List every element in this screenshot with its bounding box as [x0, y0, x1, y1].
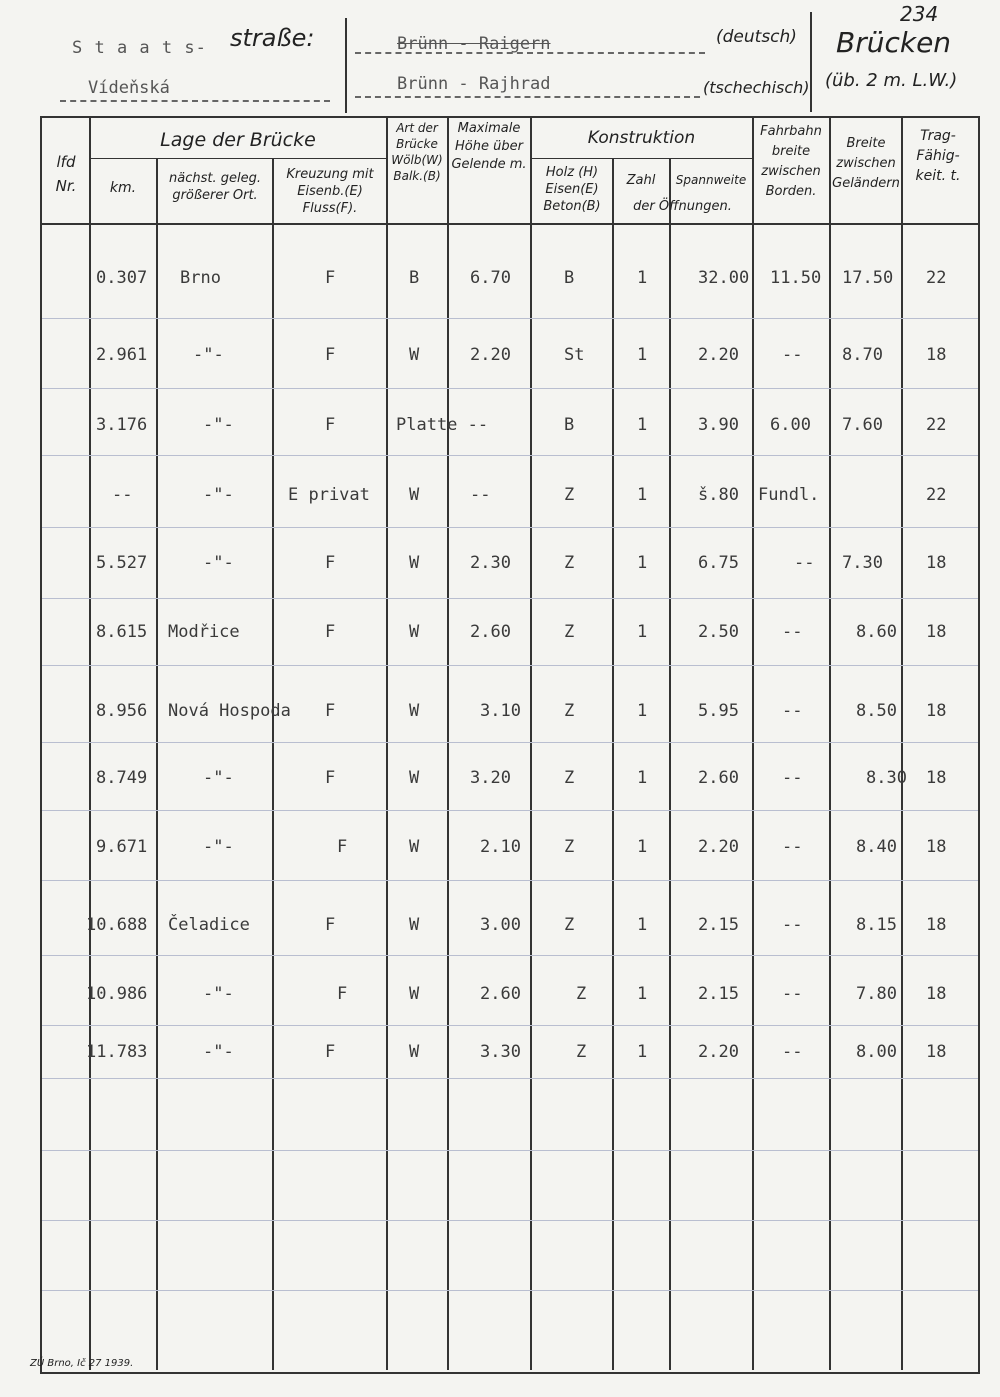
cell-trag: 18	[926, 915, 947, 935]
cell-zahl: 1	[637, 1042, 648, 1062]
row-rule	[42, 665, 978, 666]
cell-km: 11.783	[86, 1042, 148, 1062]
row-rule	[42, 1078, 978, 1079]
cell-art: W	[409, 768, 420, 788]
header-zahl: Zahl	[626, 173, 656, 188]
cell-spannweite: 2.50	[698, 622, 739, 642]
cell-km: 8.615	[96, 622, 148, 642]
lage-subrule	[90, 158, 386, 159]
cell-kreuzung: F	[325, 268, 336, 288]
cell-hoehe: 3.10	[480, 701, 521, 721]
route-czech: Brünn - Rajhrad	[397, 74, 551, 94]
header-kreuzung: Kreuzung mit Eisenb.(E) Fluss(F).	[286, 167, 374, 216]
cell-spannweite: 32.00	[698, 268, 750, 288]
cell-spannweite: 2.20	[698, 345, 739, 365]
cell-spannweite: 2.15	[698, 915, 739, 935]
cell-material: Z	[564, 837, 575, 857]
cell-breite: 8.60	[856, 622, 897, 642]
cell-zahl: 1	[637, 553, 648, 573]
cell-spannweite: 2.60	[698, 768, 739, 788]
row-rule	[42, 1025, 978, 1026]
cell-ort: -"-	[203, 415, 234, 435]
header-material: Holz (H) Eisen(E) Beton(B)	[543, 165, 601, 214]
row-rule	[42, 1290, 978, 1291]
cell-trag: 18	[926, 984, 947, 1004]
cell-fahrbahn: Fundl.	[758, 485, 820, 505]
cell-ort: -"-	[203, 837, 234, 857]
table-frame	[40, 116, 980, 1374]
col-line-1	[89, 118, 91, 1370]
cell-hoehe: 3.30	[480, 1042, 521, 1062]
cell-ort: -"-	[203, 485, 234, 505]
cell-zahl: 1	[637, 915, 648, 935]
cell-trag: 18	[926, 622, 947, 642]
cell-ort: -"-	[203, 553, 234, 573]
cell-breite: 7.60	[842, 415, 883, 435]
cell-km: 9.671	[96, 837, 148, 857]
header-divider-left	[345, 18, 347, 113]
cell-art: W	[409, 553, 420, 573]
cell-km: 3.176	[96, 415, 148, 435]
cell-zahl: 1	[637, 268, 648, 288]
col-line-9	[752, 118, 754, 1370]
cell-km: 5.527	[96, 553, 148, 573]
cell-km: 8.956	[96, 701, 148, 721]
cell-fahrbahn: --	[782, 622, 803, 642]
cell-breite: 8.40	[856, 837, 897, 857]
route-german: Brünn - Raigern	[397, 34, 551, 54]
cell-material: Z	[576, 984, 587, 1004]
route-czech-underline	[355, 96, 700, 98]
row-rule	[42, 880, 978, 881]
cell-hoehe: 2.60	[470, 622, 511, 642]
cell-fahrbahn: --	[782, 1042, 803, 1062]
col-line-7	[612, 158, 614, 1370]
header-hoehe: Maximale Höhe über Gelende m.	[451, 121, 527, 172]
document-title: Brücken	[836, 26, 952, 59]
cell-material: Z	[564, 622, 575, 642]
cell-material: Z	[564, 553, 575, 573]
col-line-6	[530, 118, 532, 1370]
cell-zahl: 1	[637, 768, 648, 788]
cell-fahrbahn: 6.00	[770, 415, 811, 435]
row-rule	[42, 742, 978, 743]
cell-ort: Brno	[180, 268, 221, 288]
row-rule	[42, 527, 978, 528]
header-spannweite: Spannweite	[675, 173, 747, 187]
cell-kreuzung: F	[325, 345, 336, 365]
cell-ort: -"-	[203, 1042, 234, 1062]
cell-trag: 18	[926, 837, 947, 857]
cell-hoehe: 2.30	[470, 553, 511, 573]
cell-art: W	[409, 345, 420, 365]
cell-material: Z	[564, 768, 575, 788]
cell-art: W	[409, 485, 420, 505]
cell-breite: 8.30	[866, 768, 907, 788]
cell-fahrbahn: --	[782, 345, 803, 365]
cell-km: 2.961	[96, 345, 148, 365]
col-line-5	[447, 118, 449, 1370]
cell-art: W	[409, 701, 420, 721]
cell-hoehe: 2.10	[480, 837, 521, 857]
cell-km: 10.688	[86, 915, 148, 935]
row-rule	[42, 598, 978, 599]
cell-breite: 8.70	[842, 345, 883, 365]
header-ort: nächst. geleg. größerer Ort.	[169, 171, 261, 203]
cell-spannweite: š.80	[698, 485, 739, 505]
cell-kreuzung: F	[337, 984, 348, 1004]
road-name-underline	[60, 100, 330, 102]
cell-trag: 18	[926, 701, 947, 721]
cell-breite: 7.30	[842, 553, 883, 573]
row-rule	[42, 1220, 978, 1221]
cell-material: Z	[576, 1042, 587, 1062]
cell-art: W	[409, 915, 420, 935]
header-lfd-nr: lfd Nr.	[55, 153, 77, 195]
cell-breite: 17.50	[842, 268, 894, 288]
cell-art: W	[409, 1042, 420, 1062]
header-bottom-rule	[40, 223, 978, 225]
cell-hoehe: 6.70	[470, 268, 511, 288]
cell-material: St	[564, 345, 585, 365]
cell-trag: 18	[926, 1042, 947, 1062]
header-oeffnungen: der Öffnungen.	[633, 199, 732, 214]
row-rule	[42, 810, 978, 811]
cell-material: Z	[564, 485, 575, 505]
header-km: km.	[109, 180, 137, 196]
row-rule	[42, 388, 978, 389]
cell-kreuzung: F	[325, 622, 336, 642]
header-breite: Breite zwischen Geländern	[832, 136, 900, 191]
road-type-handwritten: straße:	[230, 24, 315, 52]
cell-zahl: 1	[637, 485, 648, 505]
cell-trag: 18	[926, 553, 947, 573]
cell-zahl: 1	[637, 837, 648, 857]
route-german-tag: (deutsch)	[716, 27, 797, 47]
cell-kreuzung: F	[325, 553, 336, 573]
cell-hoehe: 3.00	[480, 915, 521, 935]
col-line-4	[386, 118, 388, 1370]
header-tragfaehigkeit: Trag-Fähig-keit. t.	[915, 128, 961, 184]
cell-hoehe: 2.20	[470, 345, 511, 365]
cell-breite: 7.80	[856, 984, 897, 1004]
cell-art: B	[409, 268, 420, 288]
row-rule	[42, 318, 978, 319]
cell-fahrbahn: --	[782, 768, 803, 788]
page-number: 234	[900, 2, 939, 26]
cell-spannweite: 2.20	[698, 837, 739, 857]
cell-material: B	[564, 415, 575, 435]
cell-kreuzung: E privat	[288, 485, 370, 505]
road-name-czech: Vídeňská	[88, 78, 170, 98]
col-line-2	[156, 158, 158, 1370]
cell-kreuzung: F	[325, 768, 336, 788]
cell-spannweite: 3.90	[698, 415, 739, 435]
footer-printer-mark: ZÚ Brno, Ič 27 1939.	[30, 1358, 134, 1369]
cell-breite: 8.50	[856, 701, 897, 721]
cell-hoehe: --	[470, 485, 491, 505]
cell-km: 8.749	[96, 768, 148, 788]
cell-km: 10.986	[86, 984, 148, 1004]
col-line-10	[829, 118, 831, 1370]
cell-kreuzung: F	[325, 915, 336, 935]
cell-trag: 18	[926, 768, 947, 788]
cell-ort: -"-	[203, 768, 234, 788]
cell-material: Z	[564, 701, 575, 721]
cell-material: Z	[564, 915, 575, 935]
col-line-11	[901, 118, 903, 1370]
col-line-3	[272, 158, 274, 1370]
route-czech-tag: (tschechisch)	[703, 78, 810, 97]
cell-hoehe: 2.60	[480, 984, 521, 1004]
cell-breite: 8.00	[856, 1042, 897, 1062]
cell-spannweite: 2.20	[698, 1042, 739, 1062]
header-lage: Lage der Brücke	[160, 129, 316, 151]
cell-zahl: 1	[637, 622, 648, 642]
cell-ort: -"-	[203, 984, 234, 1004]
header-konstruktion: Konstruktion	[587, 128, 696, 148]
header-art: Art der Brücke Wölb(W) Balk.(B)	[391, 121, 443, 183]
cell-zahl: 1	[637, 984, 648, 1004]
konstruktion-subrule	[530, 158, 752, 159]
cell-trag: 22	[926, 485, 947, 505]
cell-spannweite: 6.75	[698, 553, 739, 573]
route-german-underline	[355, 52, 705, 54]
cell-trag: 22	[926, 415, 947, 435]
row-rule	[42, 1150, 978, 1151]
cell-fahrbahn: --	[782, 701, 803, 721]
row-rule	[42, 955, 978, 956]
cell-fahrbahn: --	[782, 915, 803, 935]
col-line-8	[669, 158, 671, 1370]
row-rule	[42, 455, 978, 456]
cell-zahl: 1	[637, 701, 648, 721]
cell-fahrbahn: 11.50	[770, 268, 822, 288]
cell-zahl: 1	[637, 345, 648, 365]
cell-spannweite: 5.95	[698, 701, 739, 721]
cell-art: W	[409, 622, 420, 642]
cell-hoehe: 3.20	[470, 768, 511, 788]
cell-km: --	[112, 485, 133, 505]
cell-art: W	[409, 837, 420, 857]
cell-ort: Nová Hospoda	[168, 701, 291, 721]
cell-art: Platte --	[396, 415, 489, 435]
header-fahrbahn: Fahrbahn breite zwischen Borden.	[760, 124, 822, 199]
cell-material: B	[564, 268, 575, 288]
cell-fahrbahn: --	[782, 837, 803, 857]
cell-zahl: 1	[637, 415, 648, 435]
cell-fahrbahn: --	[782, 984, 803, 1004]
cell-spannweite: 2.15	[698, 984, 739, 1004]
header-divider-right	[810, 12, 812, 112]
road-type-typed: S t a a t s-	[72, 38, 207, 58]
cell-kreuzung: F	[325, 701, 336, 721]
cell-breite: 8.15	[856, 915, 897, 935]
cell-kreuzung: F	[337, 837, 348, 857]
cell-kreuzung: F	[325, 415, 336, 435]
cell-trag: 18	[926, 345, 947, 365]
cell-ort: -"-	[193, 345, 224, 365]
cell-fahrbahn: --	[794, 553, 815, 573]
cell-trag: 22	[926, 268, 947, 288]
cell-ort: Čeladice	[168, 915, 250, 935]
cell-km: 0.307	[96, 268, 148, 288]
cell-art: W	[409, 984, 420, 1004]
cell-kreuzung: F	[325, 1042, 336, 1062]
document-subtitle: (üb. 2 m. L.W.)	[825, 70, 958, 91]
cell-ort: Modřice	[168, 622, 240, 642]
